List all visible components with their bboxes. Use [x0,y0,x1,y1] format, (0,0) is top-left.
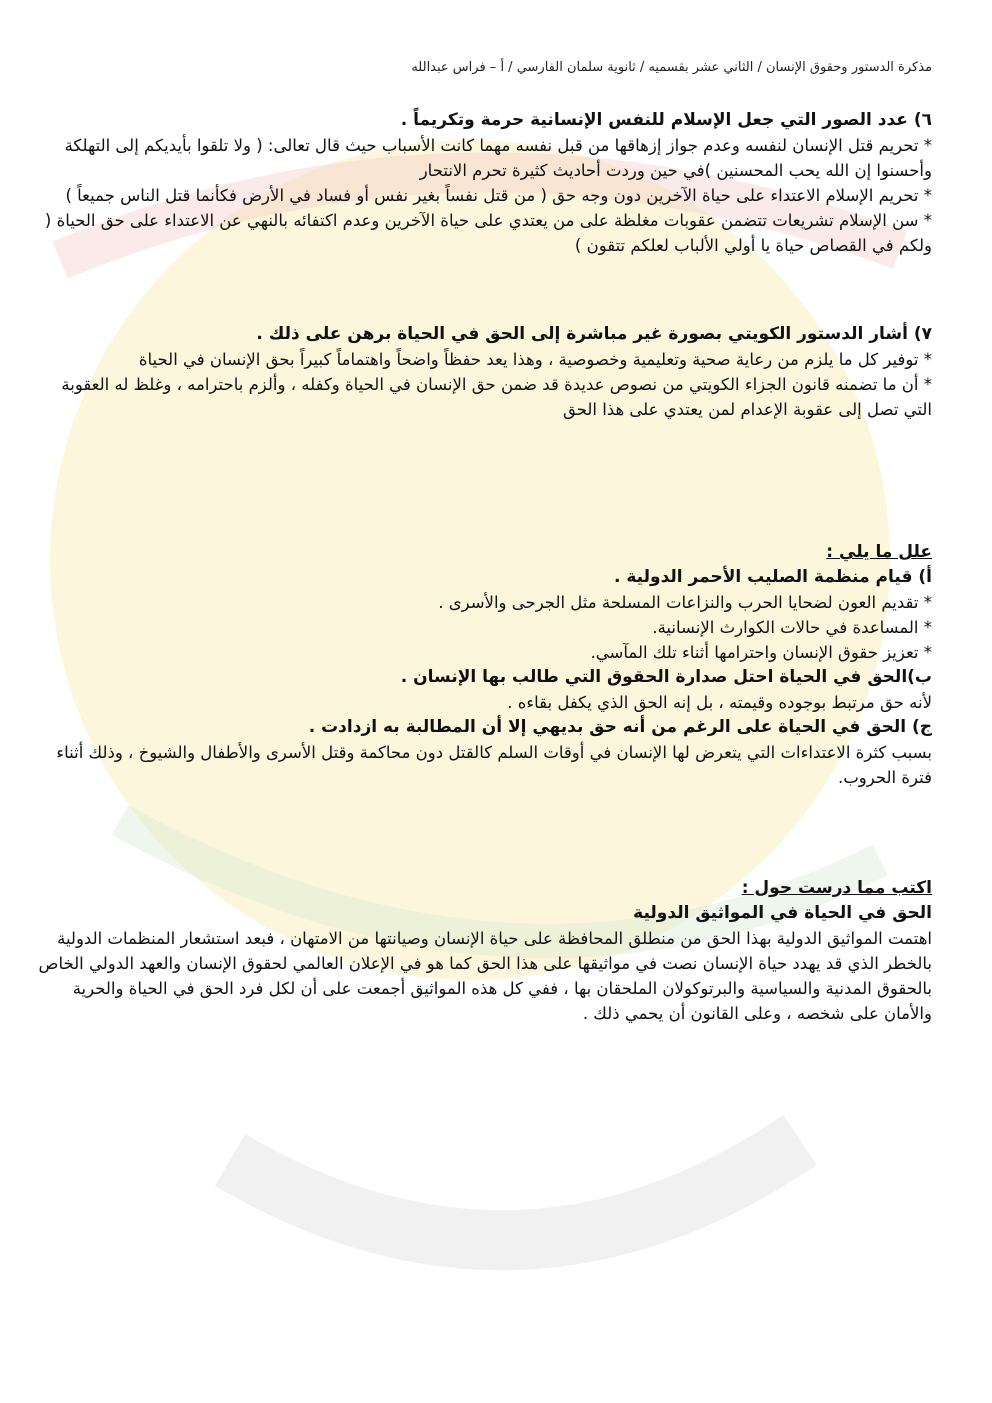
explain-a-title: أ) قيام منظمة الصليب الأحمر الدولية . [614,567,932,587]
explain-c-title: ج) الحق في الحياة على الرغم من أنه حق بديهي إلا أن المطالبة به ازدادت . [308,717,932,737]
question-6-point-3: * سن الإسلام تشريعات تتضمن عقوبات مغلظة على من يعتدي على حياة الآخرين وعدم اكتفائه بالنهي عن الاعتداء على حق الحياة ( ولكم في القصاص حياة يا أولي الألباب لعلكم تتقون ) [44,211,932,255]
explain-b-title: ب)الحق في الحياة احتل صدارة الحقوق التي طالب بها الإنسان . [400,667,932,687]
write-heading: اكتب مما درست حول : [741,878,932,898]
question-7-point-1: * توفير كل ما يلزم من رعاية صحية وتعليمية وخصوصية ، وهذا يعد حفظاً واضحاً واهتماماً كبيراً بحق الإنسان في الحياة [138,350,932,369]
write-body: اهتمت المواثيق الدولية بهذا الحق من منطلق المحافظة على حياة الإنسان وصيانتها من الامتهان ، فبعد استشعار المنظمات الدولية بالخطر الذي قد يهدد حياة الإنسان نصت في مواثيقها على هذا الحق كما هو في الإعلان العالمي لحقوق الإنسان والعهد الدولي الخاص بالحقوق المدنية والسياسية والبرتوكولان الملحقان بها ، ففي كل هذه المواثيق أجمعت على أن لكل فرد الحق في الحياة والحرية والأمان على شخصه ، وعلى القانون أن يحمي ذلك . [38,929,932,1023]
question-7-title: ٧) أشار الدستور الكويتي بصورة غير مباشرة إلى الحق في الحياة برهن على ذلك . [256,324,932,344]
explain-a-point-1: * تقديم العون لضحايا الحرب والنزاعات المسلحة مثل الجرحى والأسرى . [438,593,932,612]
explain-a-point-3: * تعزيز حقوق الإنسان واحترامها أثناء تلك المآسي. [590,643,932,662]
question-6-point-1: * تحريم قتل الإنسان لنفسه وعدم جواز إزهاقها من قبل نفسه مهما كانت الأسباب حيث قال تعالى: ( ولا تلقوا بأيديكم إلى التهلكة وأحسنوا إن الله يحب المحسنين )في حين وردت أحاديث كثيرة تحرم الانتحار [64,136,932,180]
explain-b-answer: لأنه حق مرتبط بوجوده وقيمته ، بل إنه الحق الذي يكفل بقاءه . [507,693,932,712]
question-6-title: ٦) عدد الصور التي جعل الإسلام للنفس الإنسانية حرمة وتكريماً . [400,110,932,130]
page-header: مذكرة الدستور وحقوق الإنسان / الثاني عشر بقسميه / ثانوية سلمان الفارسي / أ – فراس عبدالله [411,60,932,75]
question-6-point-2: * تحريم الإسلام الاعتداء على حياة الآخرين دون وجه حق ( من قتل نفساً بغير نفس أو فساد في الأرض فكأنما قتل الناس جميعاً ) [65,186,932,205]
explain-a-point-2: * المساعدة في حالات الكوارث الإنسانية. [652,618,932,637]
explain-heading: علل ما يلي : [826,542,932,562]
explain-c-answer: بسبب كثرة الاعتداءات التي يتعرض لها الإنسان في أوقات السلم كالقتل دون محاكمة وقتل الأسرى والأطفال والشيوخ ، وذلك أثناء فترة الحروب. [56,743,932,787]
question-7-point-2: * أن ما تضمنه قانون الجزاء الكويتي من نصوص عديدة قد ضمن حق الإنسان في الحياة وكفله ، وألزم باحترامه ، وغلظ له العقوبة التي تصل إلى عقوبة الإعدام لمن يعتدي على هذا الحق [61,375,932,419]
write-title: الحق في الحياة في المواثيق الدولية [633,903,932,923]
